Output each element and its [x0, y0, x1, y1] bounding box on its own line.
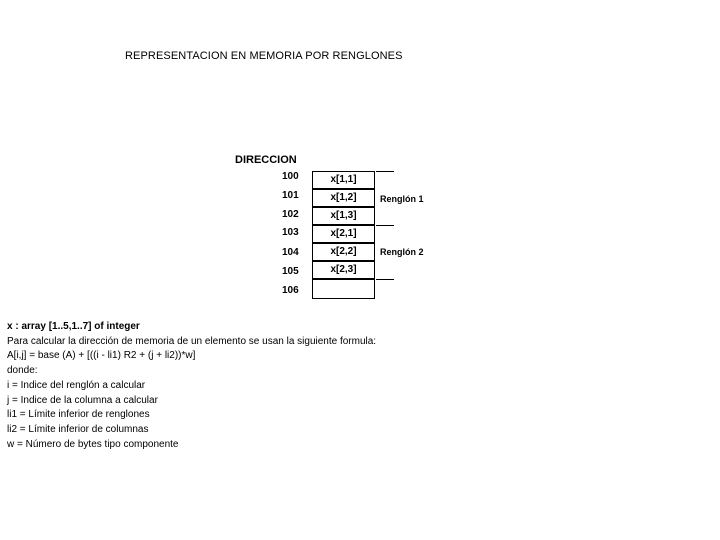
row-group-marker	[376, 171, 394, 172]
memory-cell: x[1,2]	[312, 189, 375, 207]
array-declaration: x : array [1..5,1..7] of integer	[7, 321, 140, 332]
memory-cell: x[1,3]	[312, 207, 375, 225]
memory-cell	[312, 279, 375, 299]
row-group-marker	[376, 225, 394, 226]
note-line: li2 = Límite inferior de columnas	[7, 423, 149, 435]
address-label: 100	[282, 171, 299, 182]
address-label: 101	[282, 190, 299, 201]
notes-block	[7, 320, 376, 452]
row-label: Renglón 2	[380, 247, 424, 257]
note-line: Para calcular la dirección de memoria de un elemento se usan la siguiente formula:	[7, 335, 377, 347]
note-line: li1 = Límite inferior de renglones	[7, 409, 150, 421]
memory-cell: x[2,3]	[312, 261, 375, 279]
memory-cell: x[1,1]	[312, 171, 375, 189]
address-column-header: DIRECCION	[235, 154, 297, 166]
address-label: 104	[282, 247, 299, 258]
memory-cell: x[2,2]	[312, 243, 375, 261]
address-label: 102	[282, 209, 299, 220]
row-label: Renglón 1	[380, 194, 424, 204]
page-title: REPRESENTACION EN MEMORIA POR RENGLONES	[125, 50, 403, 62]
address-label: 103	[282, 227, 299, 238]
row-group-marker	[376, 279, 394, 280]
note-line: donde:	[7, 365, 38, 377]
note-line: j = Indice de la columna a calcular	[7, 394, 158, 406]
note-line: i = Indice del renglón a calcular	[7, 379, 146, 391]
address-label: 105	[282, 266, 299, 277]
memory-cell: x[2,1]	[312, 225, 375, 243]
formula-line: A[i,j] = base (A) + [((i - li1) R2 + (j + li2))*w]	[7, 350, 196, 362]
address-label: 106	[282, 285, 299, 296]
note-line: w = Número de bytes tipo componente	[7, 438, 179, 450]
